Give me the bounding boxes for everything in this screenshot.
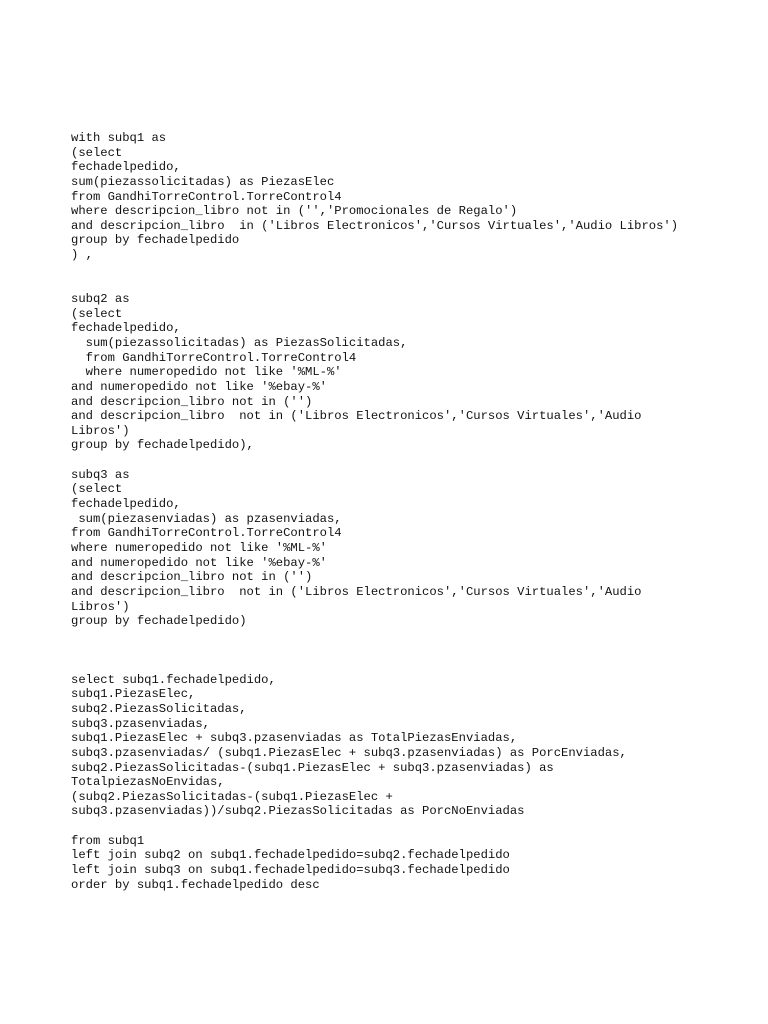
code-line: from GandhiTorreControl.TorreControl4 bbox=[71, 350, 357, 365]
code-line: fechadelpedido, bbox=[71, 321, 181, 336]
code-line: Libros') bbox=[71, 423, 130, 438]
code-line: order by subq1.fechadelpedido desc bbox=[71, 877, 320, 892]
code-line: from GandhiTorreControl.TorreControl4 bbox=[71, 526, 342, 541]
code-line bbox=[71, 453, 721, 468]
code-line: where descripcion_libro not in ('','Promocionales de Regalo') bbox=[71, 204, 518, 219]
code-line bbox=[71, 277, 721, 292]
code-line: where numeropedido not like '%ML-%' bbox=[71, 365, 342, 380]
code-line: subq1.PiezasElec, bbox=[71, 687, 196, 702]
code-line: fechadelpedido, bbox=[71, 497, 181, 512]
code-line: and descripcion_libro in ('Libros Electronicos','Cursos Virtuales','Audio Libros') bbox=[71, 218, 679, 233]
code-line bbox=[71, 819, 721, 834]
code-line: select subq1.fechadelpedido, bbox=[71, 672, 276, 687]
code-line: group by fechadelpedido) bbox=[71, 614, 247, 629]
code-line: group by fechadelpedido), bbox=[71, 438, 254, 453]
code-line: subq1.PiezasElec + subq3.pzasenviadas as TotalPiezasEnviadas, bbox=[71, 731, 518, 746]
code-line: TotalpiezasNoEnvidas, bbox=[71, 775, 225, 790]
code-line: and numeropedido not like '%ebay-%' bbox=[71, 379, 327, 394]
code-line: from subq1 bbox=[71, 833, 145, 848]
code-line: subq2 as bbox=[71, 292, 130, 307]
code-line: (select bbox=[71, 306, 123, 321]
code-line: and descripcion_libro not in ('') bbox=[71, 394, 313, 409]
code-line bbox=[71, 629, 721, 644]
code-line: (select bbox=[71, 145, 123, 160]
code-line: subq2.PiezasSolicitadas-(subq1.PiezasElec + subq3.pzasenviadas) as bbox=[71, 760, 554, 775]
code-line: ) , bbox=[71, 248, 93, 263]
code-line: sum(piezassolicitadas) as PiezasSolicitadas, bbox=[71, 335, 408, 350]
code-line bbox=[71, 643, 721, 658]
code-line: subq3.pzasenviadas/ (subq1.PiezasElec + subq3.pzasenviadas) as PorcEnviadas, bbox=[71, 745, 627, 760]
code-line: left join subq3 on subq1.fechadelpedido=subq3.fechadelpedido bbox=[71, 863, 510, 878]
code-line: group by fechadelpedido bbox=[71, 233, 240, 248]
code-line: subq3 as bbox=[71, 467, 130, 482]
code-line: sum(piezasenviadas) as pzasenviadas, bbox=[71, 511, 342, 526]
code-line: and numeropedido not like '%ebay-%' bbox=[71, 555, 327, 570]
code-line: (subq2.PiezasSolicitadas-(subq1.PiezasElec + bbox=[71, 789, 393, 804]
code-line: fechadelpedido, bbox=[71, 160, 181, 175]
code-line: sum(piezassolicitadas) as PiezasElec bbox=[71, 174, 335, 189]
code-line bbox=[71, 263, 721, 278]
code-line: subq2.PiezasSolicitadas, bbox=[71, 701, 247, 716]
code-line: (select bbox=[71, 482, 123, 497]
code-line: with subq1 as bbox=[71, 131, 167, 145]
code-line: subq3.pzasenviadas, bbox=[71, 716, 210, 731]
code-line: Libros') bbox=[71, 599, 130, 614]
code-line: subq3.pzasenviadas))/subq2.PiezasSolicitadas as PorcNoEnviadas bbox=[71, 804, 525, 819]
code-line: left join subq2 on subq1.fechadelpedido=subq2.fechadelpedido bbox=[71, 848, 510, 863]
code-line: from GandhiTorreControl.TorreControl4 bbox=[71, 189, 342, 204]
sql-code-block bbox=[71, 131, 721, 892]
code-line: and descripcion_libro not in ('') bbox=[71, 570, 313, 585]
code-line: where numeropedido not like '%ML-%' bbox=[71, 540, 327, 555]
code-line: and descripcion_libro not in ('Libros Electronicos','Cursos Virtuales','Audio bbox=[71, 409, 642, 424]
code-line: and descripcion_libro not in ('Libros Electronicos','Cursos Virtuales','Audio bbox=[71, 584, 642, 599]
code-line bbox=[71, 658, 721, 673]
